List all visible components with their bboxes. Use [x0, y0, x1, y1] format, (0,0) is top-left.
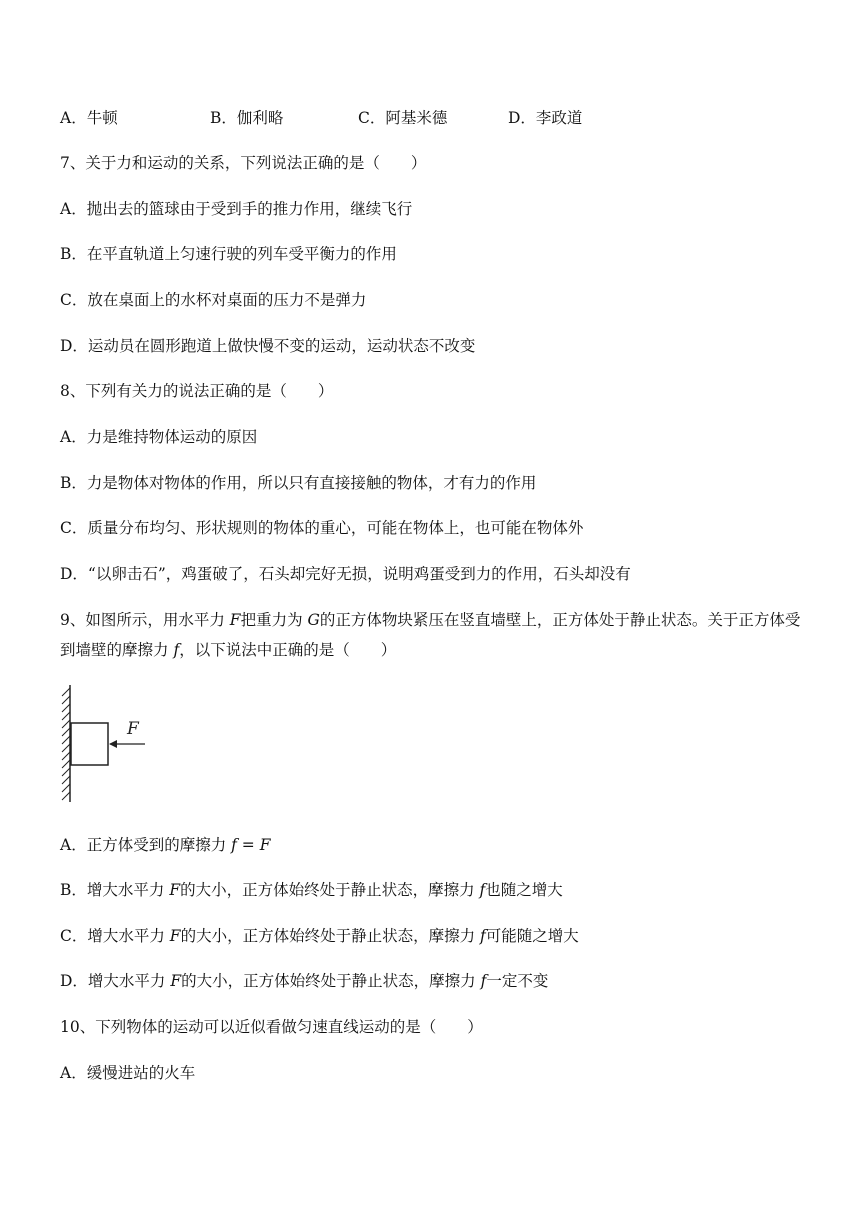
q6-option-c: C．阿基米德 — [358, 109, 448, 127]
q6-option-b: B．伽利略 — [210, 109, 284, 127]
q9-option-a-math: f = F — [231, 836, 271, 854]
q9-option-c-suffix: 可能随之增大 — [485, 927, 579, 945]
q9-stem-text-4: ，以下说法中正确的是（ ） — [179, 641, 397, 659]
q9-option-c-prefix: C．增大水平力 — [60, 927, 170, 945]
q9-option-c-math2: f — [480, 927, 486, 945]
q9-option-d-math2: f — [480, 972, 487, 990]
q9-option-d-prefix: D．增大水平力 — [60, 972, 171, 990]
q6-option-d: D．李政道 — [508, 109, 583, 127]
force-arrow-head — [109, 740, 117, 748]
q9-figure-wall-block — [55, 680, 165, 805]
q9-option-c — [60, 925, 579, 947]
q9-stem-text-3: 的正方体物块紧压在竖直墙壁上，正方体处于静止状态。关于正方体受到墙壁的摩擦力 — [60, 611, 801, 659]
q10-option-a: A．缓慢进站的火车 — [60, 1064, 196, 1082]
q8-option-d: D．“以卵击石”，鸡蛋破了，石头却完好无损，说明鸡蛋受到力的作用，石头却没有 — [60, 565, 631, 583]
q7-option-d: D．运动员在圆形跑道上做快慢不变的运动，运动状态不改变 — [60, 337, 476, 355]
q7-option-b: B．在平直轨道上匀速行驶的列车受平衡力的作用 — [60, 245, 397, 263]
q7-stem: 7、关于力和运动的关系，下列说法正确的是（ ） — [60, 154, 427, 172]
q6-options — [60, 107, 760, 129]
q9-option-a — [60, 834, 270, 856]
q9-stem-var-g: G — [307, 611, 320, 629]
force-label: F — [127, 719, 139, 739]
q9-option-c-math: F — [169, 927, 181, 945]
q8-option-c: C．质量分布均匀、形状规则的物体的重心，可能在物体上，也可能在物体外 — [60, 519, 584, 537]
q9-stem-var-f: F — [229, 611, 241, 629]
q9-option-d — [60, 970, 548, 992]
q9-option-d-math: F — [170, 972, 182, 990]
q8-stem: 8、下列有关力的说法正确的是（ ） — [60, 382, 334, 400]
q9-option-d-suffix: 一定不变 — [486, 972, 549, 990]
q8-option-a: A．力是维持物体运动的原因 — [60, 428, 258, 446]
q6-option-a: A．牛顿 — [60, 109, 118, 127]
q9-option-b-math2: f — [479, 881, 486, 899]
q9-stem-var-friction: f — [173, 641, 180, 659]
q9-option-c-mid: 的大小，正方体始终处于静止状态，摩擦力 — [180, 927, 480, 945]
cube-block — [71, 723, 108, 765]
q9-option-b-math: F — [169, 881, 181, 899]
q9-stem — [60, 605, 805, 665]
q9-option-b-mid: 的大小，正方体始终处于静止状态，摩擦力 — [180, 881, 480, 899]
wall-hatching — [62, 685, 70, 802]
q7-option-a: A．抛出去的篮球由于受到手的推力作用，继续飞行 — [60, 200, 413, 218]
q9-stem-text-1: 9、如图所示，用水平力 — [60, 611, 230, 629]
q9-option-b-suffix: 也随之增大 — [485, 881, 563, 899]
q8-option-b: B．力是物体对物体的作用，所以只有直接接触的物体，才有力的作用 — [60, 474, 537, 492]
q9-option-b-prefix: B．增大水平力 — [60, 881, 170, 899]
q9-stem-text-2: 把重力为 — [240, 611, 308, 629]
q7-option-c: C．放在桌面上的水杯对桌面的压力不是弹力 — [60, 291, 367, 309]
q9-option-a-prefix: A．正方体受到的摩擦力 — [60, 836, 232, 854]
q10-stem: 10、下列物体的运动可以近似看做匀速直线运动的是（ ） — [60, 1018, 483, 1036]
q9-option-d-mid: 的大小，正方体始终处于静止状态，摩擦力 — [181, 972, 481, 990]
q9-option-b — [60, 879, 563, 901]
